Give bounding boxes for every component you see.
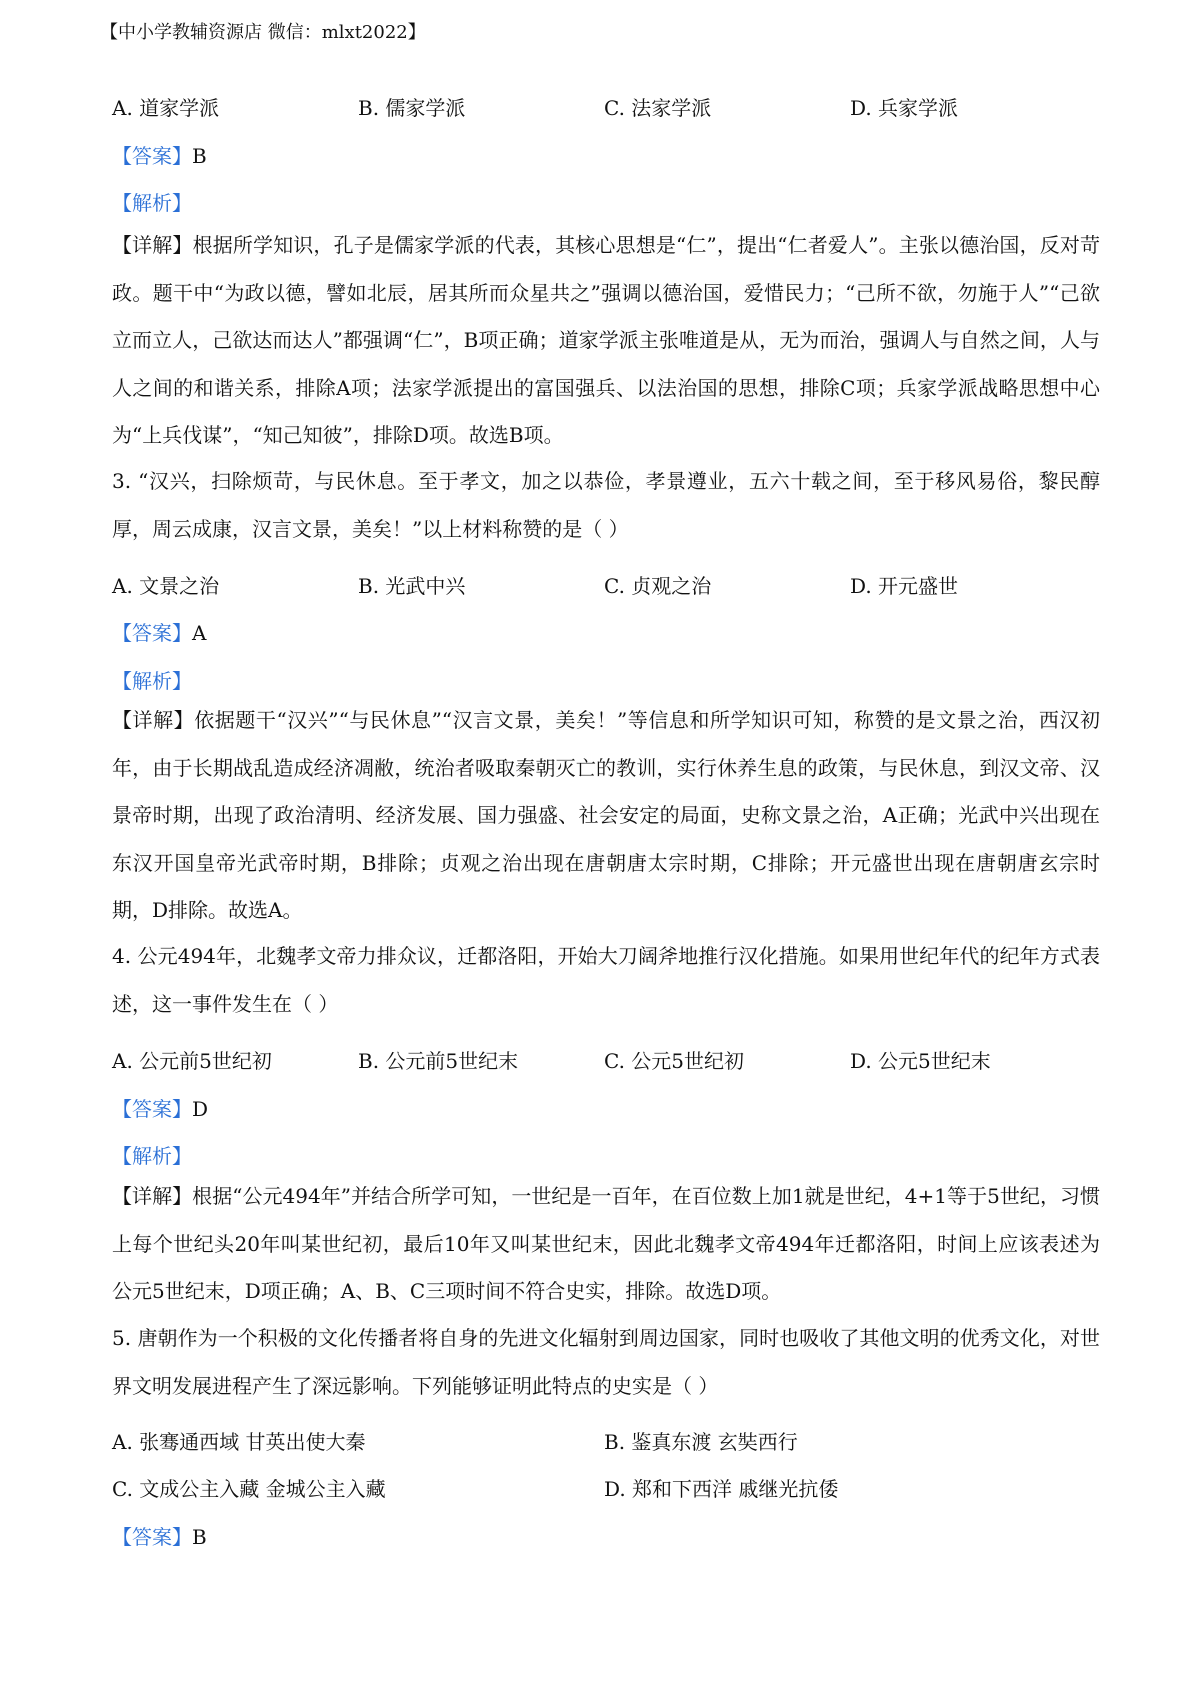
q3-stem: 3. “汉兴，扫除烦苛，与民休息。至于孝文，加之以恭俭，孝景遵业，五六十载之间，至于移风易俗，黎民醇厚，周云成康，汉言文景，美矣！”以上材料称赞的是（ ） [112,469,1100,541]
q4-option-a: A. 公元前5世纪初 [112,1049,272,1073]
answer-tag: 【答案】 [112,144,192,168]
q4-option-c: C. 公元5世纪初 [604,1049,745,1073]
q2-option-a: A. 道家学派 [112,96,220,120]
q4-answer [112,1093,208,1122]
q5-option-d: D. 郑和下西洋 戚继光抗倭 [604,1477,839,1501]
answer-value: B [192,1525,207,1549]
q5-option-c: C. 文成公主入藏 金城公主入藏 [112,1477,386,1501]
q4-option-d: D. 公元5世纪末 [850,1049,991,1073]
q3-option-c: C. 贞观之治 [604,574,712,598]
q4-detail [112,1173,1100,1316]
q2-option-d: D. 兵家学派 [850,96,959,120]
q3-answer [112,617,206,646]
q2-analysis [112,187,192,216]
watermark-header: 【中小学教辅资源店 微信：mlxt2022】 [100,22,426,43]
answer-tag: 【答案】 [112,1097,192,1121]
q5-option-a: A. 张骞通西域 甘英出使大秦 [112,1430,366,1454]
answer-tag: 【答案】 [112,1525,192,1549]
q5-option-b: B. 鉴真东渡 玄奘西行 [604,1430,798,1454]
detail-tag: 【详解】 [112,233,193,257]
detail-tag: 【详解】 [112,708,195,732]
q3-option-a: A. 文景之治 [112,574,220,598]
q2-answer [112,140,207,169]
q3-option-d: D. 开元盛世 [850,574,959,598]
answer-value: A [192,621,207,645]
detail-text: 根据“公元494年”并结合所学可知，一世纪是一百年，在百位数上加1就是世纪，4+1等于5世纪，习惯上每个世纪头20年叫某世纪初，最后10年又叫某世纪末，因此北魏孝文帝494年迁都洛阳，时间上应该表述为公元5世纪末，D项正确；A、B、C三项时间不符合史实，排除。故选D项。 [112,1184,1101,1303]
q3-option-b: B. 光武中兴 [358,574,466,598]
detail-tag: 【详解】 [112,1184,193,1208]
analysis-tag: 【解析】 [112,669,192,693]
q2-option-c: C. 法家学派 [604,96,712,120]
detail-text: 依据题干“汉兴”“与民休息”“汉言文景，美矣！”等信息和所学知识可知，称赞的是文景之治，西汉初年，由于长期战乱造成经济凋敝，统治者吸取秦朝灭亡的教训，实行休养生息的政策，与民休息，到汉文帝、汉景帝时期，出现了政治清明、经济发展、国力强盛、社会安定的局面，史称文景之治，A正确；光武中兴出现在东汉开国皇帝光武帝时期，B排除；贞观之治出现在唐朝唐太宗时期，C排除；开元盛世出现在唐朝唐玄宗时期，D排除。故选A。 [112,708,1101,922]
analysis-tag: 【解析】 [112,191,192,215]
answer-value: D [192,1097,209,1121]
detail-text: 根据所学知识，孔子是儒家学派的代表，其核心思想是“仁”，提出“仁者爱人”。主张以德治国，反对苛政。题干中“为政以德，譬如北辰，居其所而众星共之”强调以德治国，爱惜民力；“己所不欲，勿施于人”“己欲立而立人，己欲达而达人”都强调“仁”，B项正确；道家学派主张唯道是从，无为而治，强调人与自然之间，人与人之间的和谐关系，排除A项；法家学派提出的富国强兵、以法治国的思想，排除C项；兵家学派战略思想中心为“上兵伐谋”，“知己知彼”，排除D项。故选B项。 [112,233,1101,447]
answer-tag: 【答案】 [112,621,192,645]
q5-answer [112,1521,207,1550]
analysis-tag: 【解析】 [112,1144,192,1168]
answer-value: B [192,144,207,168]
q2-option-b: B. 儒家学派 [358,96,466,120]
q4-option-b: B. 公元前5世纪末 [358,1049,519,1073]
q3-detail [112,697,1100,935]
q2-detail [112,222,1100,460]
q3-analysis [112,665,192,694]
q4-stem: 4. 公元494年，北魏孝文帝力排众议，迁都洛阳，开始大刀阔斧地推行汉化措施。如果用世纪年代的纪年方式表述，这一事件发生在（ ） [112,944,1100,1016]
q5-stem: 5. 唐朝作为一个积极的文化传播者将自身的先进文化辐射到周边国家，同时也吸收了其他文明的优秀文化，对世界文明发展进程产生了深远影响。下列能够证明此特点的史实是（ ） [112,1326,1100,1398]
q4-analysis [112,1140,192,1169]
